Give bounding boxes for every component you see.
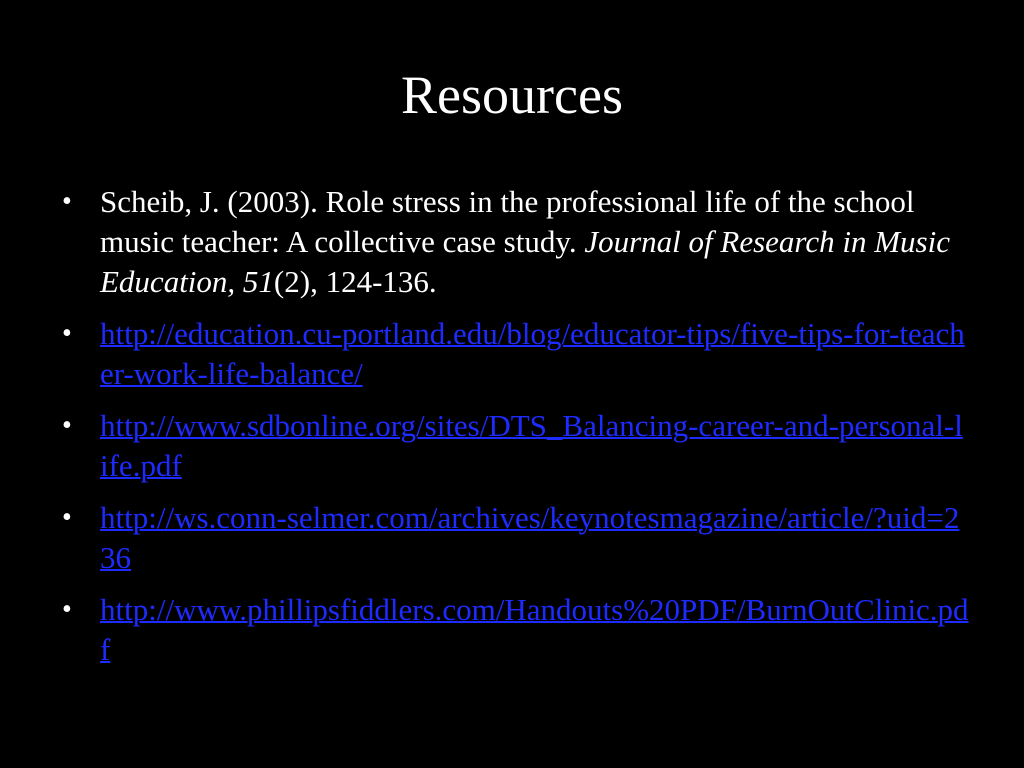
slide-title: Resources xyxy=(401,65,623,125)
bullet-icon: • xyxy=(62,318,72,349)
resource-link-2[interactable]: http://www.sdbonline.org/sites/DTS_Balancing-career-and-personal-life.pdf xyxy=(100,408,963,483)
list-item-citation xyxy=(62,182,970,302)
bullet-icon: • xyxy=(62,594,72,625)
list-item-link-1 xyxy=(62,314,970,394)
bullet-icon: • xyxy=(62,186,72,217)
bullet-icon: • xyxy=(62,502,72,533)
resource-link-3[interactable]: http://ws.conn-selmer.com/archives/keynotesmagazine/article/?uid=236 xyxy=(100,500,960,575)
bullet-icon: • xyxy=(62,410,72,441)
resource-list xyxy=(62,182,970,682)
resource-link-4[interactable]: http://www.phillipsfiddlers.com/Handouts%20PDF/BurnOutClinic.pdf xyxy=(100,592,969,667)
citation-text-b: (2), 124-136. xyxy=(273,264,437,299)
citation-journal: Journal of Research in Music Education, 51 xyxy=(100,224,950,299)
list-item-link-4 xyxy=(62,590,970,670)
resource-link-1[interactable]: http://education.cu-portland.edu/blog/educator-tips/five-tips-for-teacher-work-life-balance/ xyxy=(100,316,965,391)
list-item-link-3 xyxy=(62,498,970,578)
list-item-link-2 xyxy=(62,406,970,486)
citation-text-a: Scheib, J. (2003). Role stress in the professional life of the school music teacher: A collective case study. xyxy=(100,184,915,259)
